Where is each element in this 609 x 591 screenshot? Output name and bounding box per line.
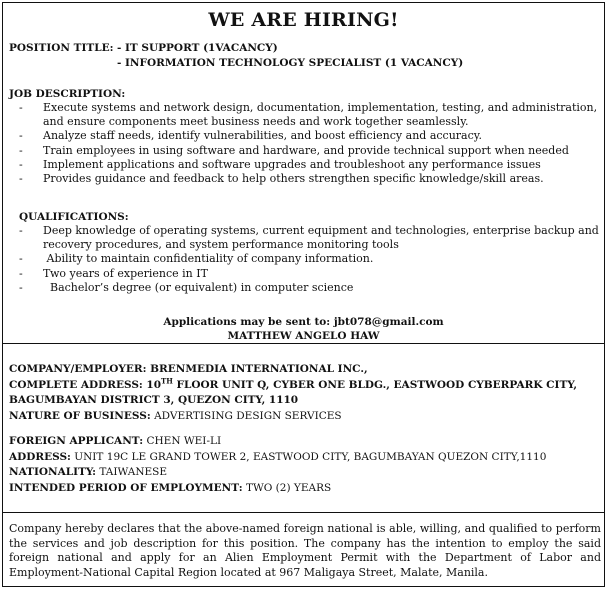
contact-person: MATTHEW ANGELO HAW <box>227 330 380 342</box>
list-item: - Provides guidance and feedback to help others strengthen specific knowledge/skill areas. <box>19 172 544 186</box>
list-item: - Execute systems and network design, documentation, implementation, testing, and administration, and ensure components meet business needs and work together seamlessly. <box>19 101 598 129</box>
qualifications-list <box>9 224 599 295</box>
employer-details <box>9 362 603 496</box>
list-item: - Analyze staff needs, identify vulnerabilities, and boost efficiency and accuracy. <box>19 129 483 143</box>
qualifications-title: QUALIFICATIONS: <box>19 211 129 223</box>
position-item: - IT SUPPORT (1VACANCY) <box>117 42 278 54</box>
nationality: NATIONALITY: TAIWANESE <box>9 466 168 478</box>
nature-of-business: NATURE OF BUSINESS: ADVERTISING DESIGN SERVICES <box>9 409 342 422</box>
application-contact <box>3 315 604 343</box>
list-item: - Implement applications and software upgrades and troubleshoot any performance issues <box>19 157 541 171</box>
section-divider <box>3 343 604 344</box>
declaration-text: Company hereby declares that the above-named foreign national is able, willing, and qualified to perform the services and job description for this position. The company has the intention to employ the said foreign national and apply for an Alien Employment Permit with the Department of Labor and Employment-National Capital Region located at 967 Maligaya Street, Malate, Manila. <box>9 522 601 579</box>
position-title-block <box>9 41 463 71</box>
list-item: - Two years of experience in IT <box>19 266 208 280</box>
list-item: - Deep knowledge of operating systems, current equipment and technologies, enterprise backup and recovery procedures, and system performance monitoring tools <box>19 224 599 252</box>
list-item: - Ability to maintain confidentiality of company information. <box>19 252 374 266</box>
company-address-line2: BAGUMBAYAN DISTRICT 3, QUEZON CITY, 1110 <box>9 394 299 406</box>
job-description-title: JOB DESCRIPTION: <box>9 88 126 100</box>
company-address: COMPLETE ADDRESS: 10TH FLOOR UNIT Q, CYBER ONE BLDG., EASTWOOD CYBERPARK CITY, <box>9 376 578 391</box>
list-item: - Bachelor’s degree (or equivalent) in computer science <box>19 280 354 294</box>
employment-period: INTENDED PERIOD OF EMPLOYMENT: TWO (2) YEARS <box>9 481 332 494</box>
ad-headline: WE ARE HIRING! <box>208 9 399 31</box>
job-description-list <box>9 101 599 186</box>
company-name: COMPANY/EMPLOYER: BRENMEDIA INTERNATIONAL INC., <box>9 363 368 375</box>
position-title-label: POSITION TITLE: <box>9 42 114 54</box>
section-divider <box>3 512 604 513</box>
applicant-address: ADDRESS: UNIT 19C LE GRAND TOWER 2, EASTWOOD CITY, BAGUMBAYAN QUEZON CITY,1110 <box>9 450 547 463</box>
position-item: - INFORMATION TECHNOLOGY SPECIALIST (1 VACANCY) <box>117 57 464 69</box>
list-item: - Train employees in using software and hardware, and provide technical support when needed <box>19 143 569 157</box>
application-email-line: Applications may be sent to: jbt078@gmail.com <box>163 316 444 328</box>
foreign-applicant: FOREIGN APPLICANT: CHEN WEI-LI <box>9 435 222 447</box>
job-ad <box>2 2 605 587</box>
